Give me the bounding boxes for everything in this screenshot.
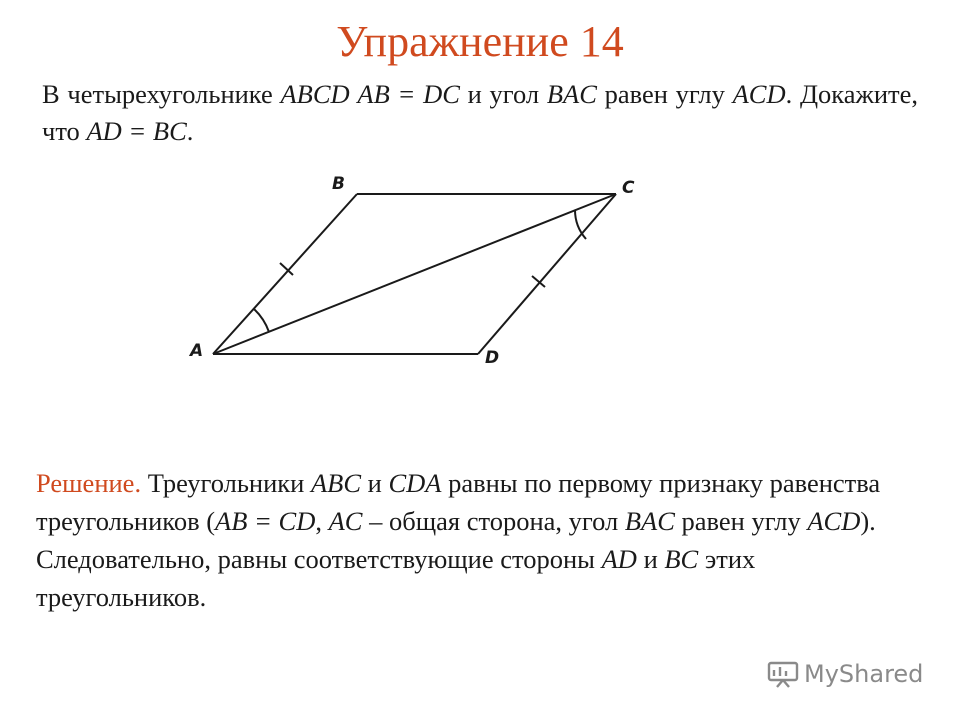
math-ab-eq-dc: AB = DC [357,79,460,109]
math-abc: ABC [310,468,362,498]
presentation-board-icon [766,659,800,689]
solution-text-part: равен углу [674,506,808,536]
solution-text-part: равны по первому признаку равенства треугольников ( [36,468,881,536]
problem-text: В четырехугольнике [42,79,281,109]
vertex-label-d: D [485,348,500,368]
diagonal-ac [213,194,616,354]
math-bac: BAC [546,79,597,109]
math-bac: BAC [624,506,675,536]
solution-text-part: Треугольники [141,468,311,498]
math-acd: ACD [732,79,786,109]
vertex-label-a: A [190,341,204,361]
problem-text: равен углу [596,79,733,109]
angle-arc-bac [254,309,269,332]
math-ab-eq-cd: AB = CD [215,506,316,536]
solution-label: Решение. [36,468,142,498]
solution-text-part: , [315,506,329,536]
problem-text: . Докажите, что [42,79,918,146]
problem-text: . [186,116,194,146]
solution-text-part: ). Следовательно, равны соответствующие стороны [36,506,876,574]
math-bc: BC [664,544,699,574]
solution-text-part: этих треугольников. [36,544,756,612]
math-acd: ACD [807,506,861,536]
side-ab [213,194,357,354]
parallelogram-figure [180,160,660,390]
myshared-watermark [766,657,923,691]
parallelogram-diagram [180,160,660,390]
vertex-label-c: C [622,178,635,198]
page-title: Упражнение 14 [336,17,624,66]
vertex-label-b: B [332,174,345,194]
math-abcd: ABCD [280,79,350,109]
problem-text: и угол [459,79,547,109]
watermark-text: MyShared [804,660,924,688]
solution-text [36,464,920,616]
math-ad: AD [601,544,637,574]
math-ad-eq-bc: AD = BC [86,116,187,146]
side-cd [478,194,616,354]
solution-text-part: – общая сторона, угол [362,506,625,536]
solution-text-part: и [361,468,389,498]
solution-text-part: и [636,544,665,574]
math-ac: AC [328,506,363,536]
problem-statement [42,76,918,150]
math-cda: CDA [388,468,442,498]
